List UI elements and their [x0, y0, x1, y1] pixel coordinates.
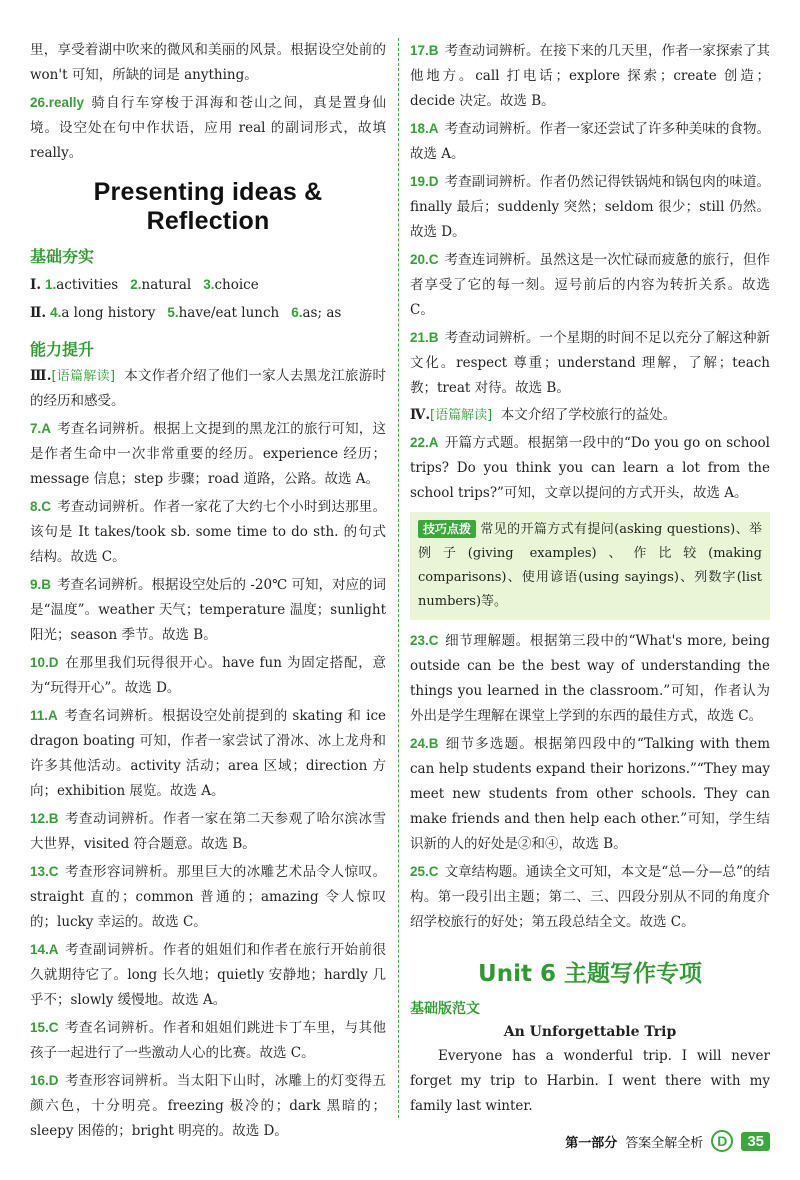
reading-iv-summary: Ⅳ.[语篇解读] 本文介绍了学校旅行的益处。: [410, 407, 677, 423]
question-7: 7.A 考查名词辨析。根据上文提到的黑龙江的旅行可知，这是作者生命中一次非常重要的经历。experience 经历；message 信息；step 步骤；road 道路，公路。故选 A。: [30, 421, 386, 487]
page-number: 35: [741, 1132, 770, 1151]
sample-heading: 基础版范文: [410, 1001, 480, 1017]
fill-row-1: Ⅰ. 1.activities 2.natural 3.choice: [30, 277, 259, 293]
question-13: 13.C 考查形容词辨析。那里巨大的冰雕艺术品令人惊叹。straight 直的；common 普通的；amazing 令人惊叹的；lucky 幸运的。故选 C。: [30, 864, 386, 930]
footer-label: 答案全解全析: [625, 1135, 704, 1151]
question-23: 23.C 细节理解题。根据第三段中的“What's more, being outside can be the best way of understanding the things you learned in the classroom.”可知，作者认为外出是学生理解在课堂上学到的东西的最佳方式，故选 C。: [410, 633, 770, 724]
essay-title: An Unforgettable Trip: [503, 1024, 677, 1040]
question-22: 22.A 开篇方式题。根据第一段中的“Do you go on school trips? Do you think you can learn a lot from the school trips?”可知，文章以提问的方式开头，故选 A。: [410, 435, 770, 501]
tip-box: [410, 512, 770, 620]
section-title: Presenting ideas & Reflection: [93, 178, 323, 235]
question-26: 26.really 骑自行车穿梭于洱海和苍山之间，真是置身仙境。设空处在句中作状语，应用 real 的副词形式，故填 really。: [30, 95, 386, 161]
tip-label: 技巧点拨: [418, 520, 476, 538]
question-15: 15.C 考查名词辨析。作者和姐姐们跳进卡丁车里，与其他孩子一起进行了一些激动人心的比赛。故选 C。: [30, 1020, 386, 1061]
right-column: [410, 38, 770, 1119]
page-footer: [565, 1130, 770, 1152]
question-16: 16.D 考查形容词辨析。当太阳下山时，冰雕上的灯变得五颜六色，十分明亮。freezing 极冷的；dark 黑暗的；sleepy 困倦的；bright 明亮的。故选 D。: [30, 1073, 386, 1139]
d-badge-icon: D: [711, 1130, 733, 1152]
question-25: 25.C 文章结构题。通读全文可知，本文是“总—分—总”的结构。第一段引出主题；第二、三、四段分别从不同的角度介绍学校旅行的好处；第五段总结全文。故选 C。: [410, 864, 770, 930]
reading-iii-summary: Ⅲ.[语篇解读] 本文作者介绍了他们一家人去黑龙江旅游时的经历和感受。: [30, 368, 386, 409]
question-11: 11.A 考查名词辨析。根据设空处前提到的 skating 和 ice dragon boating 可知，作者一家尝试了滑冰、冰上龙舟和许多其他活动。activity 活动；area 区域；direction 方向；exhibition 展览。故选 A。: [30, 708, 386, 799]
question-12: 12.B 考查动词辨析。作者一家在第二天参观了哈尔滨冰雪大世界，visited 符合题意。故选 B。: [30, 811, 386, 852]
essay-paragraph: Everyone has a wonderful trip. I will never forget my trip to Harbin. I went there with my family last winter.: [410, 1048, 770, 1114]
question-21: 21.B 考查动词辨析。一个星期的时间不足以充分了解这种新文化。respect 尊重；understand 理解，了解；teach 教；treat 对待。故选 B。: [410, 330, 770, 396]
unit-title: Unit 6 主题写作专项: [478, 961, 702, 987]
question-19: 19.D 考查副词辨析。作者仍然记得铁锅炖和锅包肉的味道。finally 最后；suddenly 突然；seldom 很少；still 仍然。故选 D。: [410, 174, 770, 240]
tip-text: 常见的开篇方式有提问(asking questions)、举例子(giving examples)、作比较(making comparisons)、使用谚语(using sayings)、列数字(list numbers)等。: [418, 522, 762, 609]
ability-heading: 能力提升: [30, 340, 95, 359]
fill-row-2: Ⅱ. 4.a long history 5.have/eat lunch 6.as; as: [30, 305, 342, 321]
basic-heading: 基础夯实: [30, 247, 95, 266]
question-9: 9.B 考查名词辨析。根据设空处后的 -20℃ 可知，对应的词是“温度”。weather 天气；temperature 温度；sunlight 阳光；season 季节。故选 B。: [30, 577, 386, 643]
question-20: 20.C 考查连词辨析。虽然这是一次忙碌而疲惫的旅行，但作者享受了它的每一刻。逗号前后的内容为转折关系。故选 C。: [410, 252, 770, 318]
left-column: [30, 38, 386, 1146]
question-17: 17.B 考查动词辨析。在接下来的几天里，作者一家探索了其他地方。call 打电话；explore 探索；create 创造；decide 决定。故选 B。: [410, 43, 770, 109]
question-14: 14.A 考查副词辨析。作者的姐姐们和作者在旅行开始前很久就期待它了。long 长久地；quietly 安静地；hardly 几乎不；slowly 缓慢地。故选 A。: [30, 942, 386, 1008]
question-8: 8.C 考查动词辨析。作者一家花了大约七个小时到达那里。该句是 It takes/took sb. some time to do sth. 的句式结构。故选 C。: [30, 499, 386, 565]
question-10: 10.D 在那里我们玩得很开心。have fun 为固定搭配，意为“玩得开心”。故选 D。: [30, 655, 386, 696]
question-18: 18.A 考查动词辨析。作者一家还尝试了许多种美味的食物。故选 A。: [410, 121, 770, 162]
footer-part: 第一部分: [565, 1135, 618, 1151]
question-24: 24.B 细节多选题。根据第四段中的“Talking with them can help students expand their horizons.”“They may meet new students from other schools. They can make friends and then help each other.”可知，学生结识新的人的好处是②和④，故选 B。: [410, 736, 770, 852]
continued-answer: 里，享受着湖中吹来的微风和美丽的风景。根据设空处前的 won't 可知，所缺的词是 anything。: [30, 42, 386, 83]
column-divider: [398, 38, 399, 1118]
